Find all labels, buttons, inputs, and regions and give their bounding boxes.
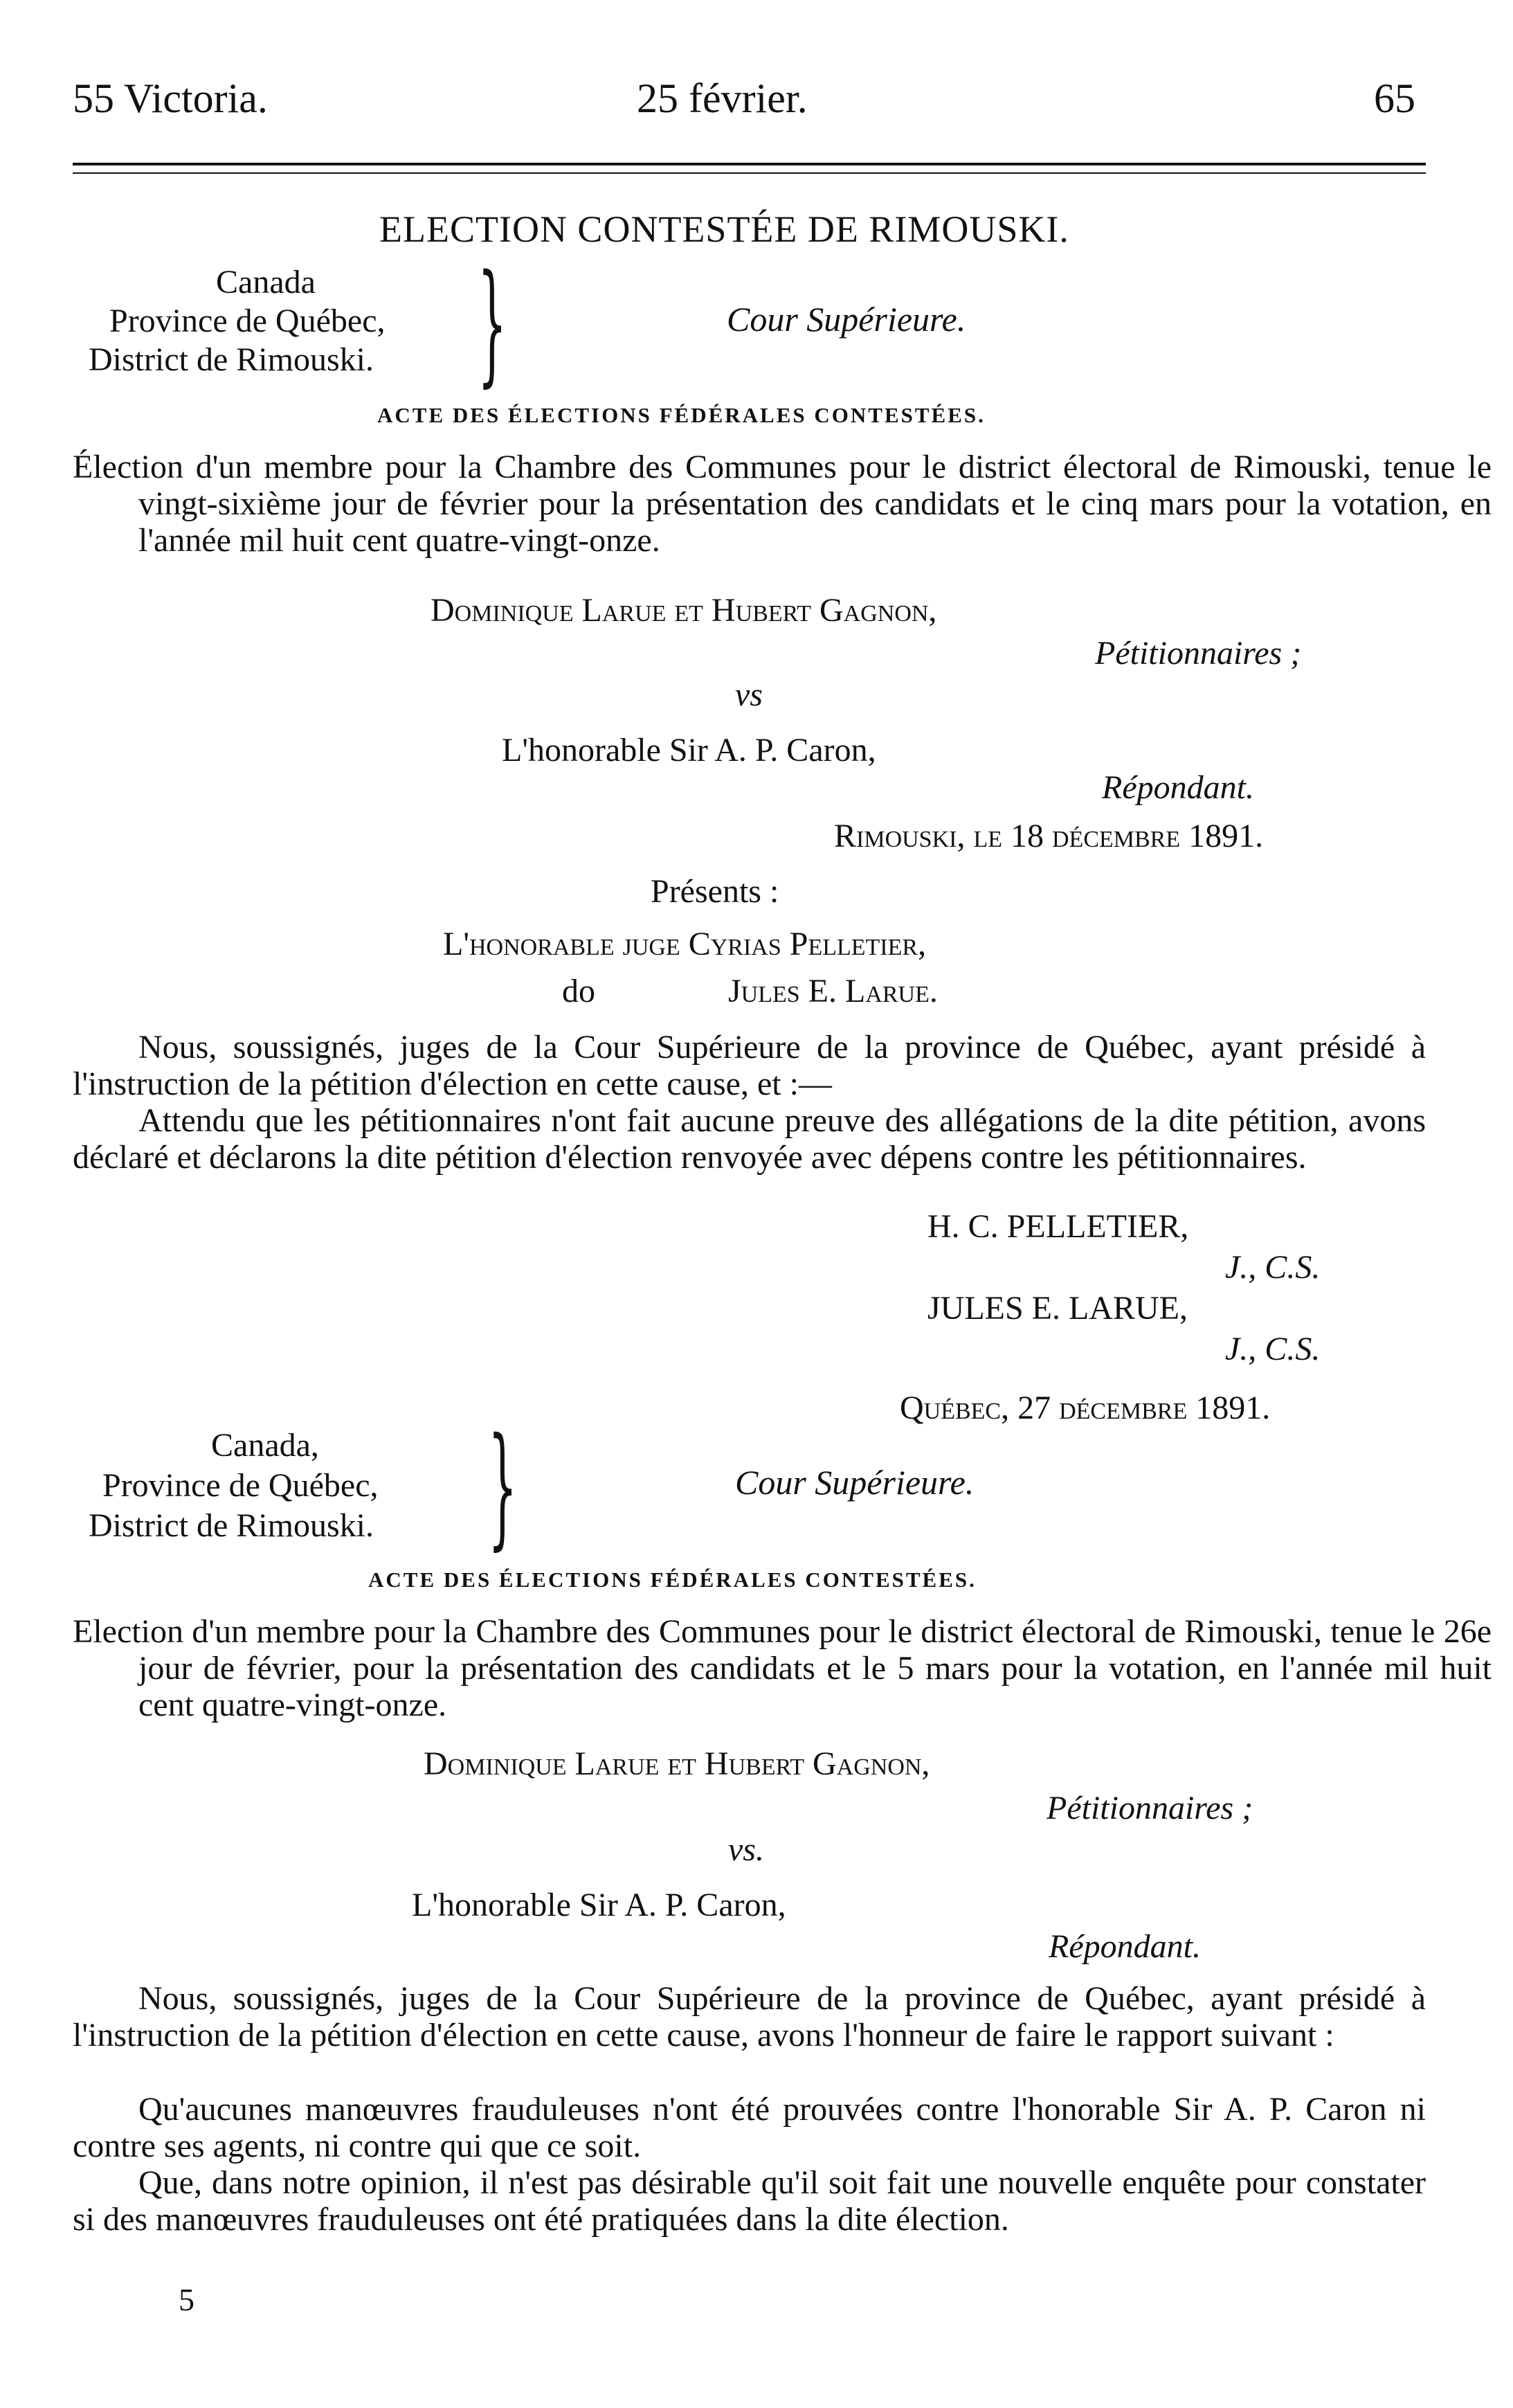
section2-election-description: Election d'un membre pour la Chambre des Communes pour le district électoral de Rimouski, tenue le 26e jour de février, pour la présentation des candidats et le 5 mars pour la votation, en l'année mil huit cent quatre-vingt-onze. [73, 1613, 1492, 1723]
header-center: 25 février. [637, 75, 808, 121]
header-left: 55 Victoria. [73, 75, 268, 121]
section1-court: Cour Supérieure. [727, 300, 966, 339]
section2-location-country: Canada, [211, 1427, 319, 1464]
section2-act-heading: ACTE DES ÉLECTIONS FÉDÉRALES CONTESTÉES. [368, 1567, 977, 1592]
header-page-number: 65 [1374, 75, 1415, 121]
section1-location-district: District de Rimouski. [89, 341, 374, 378]
section1-judge-1: L'honorable juge Cyrias Pelletier, [443, 926, 927, 962]
section1-presents: Présents : [651, 873, 779, 910]
section1-vs: vs [735, 676, 763, 713]
section2-paragraph-2: Qu'aucunes manœuvres frauduleuses n'ont été prouvées contre l'honorable Sir A. P. Caron ni contre ses agents, ni contre qui que ce soit. [73, 2091, 1426, 2164]
section1-act-heading: ACTE DES ÉLECTIONS FÉDÉRALES CONTESTÉES. [377, 403, 986, 427]
section1-judge-2: Jules E. Larue. [728, 973, 938, 1009]
section1-respondent-role: Répondant. [1102, 769, 1254, 806]
section1-signature-1-title: J., C.S. [1225, 1249, 1321, 1286]
section2-paragraph-3: Que, dans notre opinion, il n'est pas désirable qu'il soit fait une nouvelle enquête pour constater si des manœuvres frauduleuses ont été pratiquées dans la dite élection. [73, 2164, 1426, 2238]
section1-petitioners-role: Pétitionnaires ; [1095, 635, 1302, 672]
section1-signature-2-title: J., C.S. [1225, 1331, 1321, 1367]
section2-respondent-role: Répondant. [1049, 1928, 1201, 1965]
section2-vs: vs. [728, 1831, 764, 1868]
section1-signature-2: JULES E. LARUE, [927, 1290, 1188, 1327]
section1-brace: } [478, 246, 507, 399]
header-rule-bottom [73, 172, 1426, 174]
section1-paragraph-2: Attendu que les pétitionnaires n'ont fait aucune preuve des allégations de la dite pétition, avons déclaré et déclarons la dite pétition d'élection renvoyée avec dépens contre les pétitionnaires. [73, 1102, 1426, 1176]
section1-location-province: Province de Québec, [109, 303, 386, 339]
header-rule-top [73, 163, 1426, 165]
section2-paragraph-1: Nous, soussignés, juges de la Cour Supérieure de la province de Québec, ayant présidé à l'instruction de la pétition d'élection en cette cause, avons l'honneur de faire le rapport suivant : [73, 1980, 1426, 2054]
section2-location-province: Province de Québec, [102, 1467, 379, 1504]
section1-title: ELECTION CONTESTÉE DE RIMOUSKI. [379, 208, 1069, 250]
section2-court: Cour Supérieure. [735, 1463, 975, 1502]
section1-election-description: Élection d'un membre pour la Chambre des Communes pour le district électoral de Rimouski, tenue le vingt-sixième jour de février pour la présentation des candidats et le cinq mars pour la votation, en l'année mil huit cent quatre-vingt-onze. [73, 449, 1492, 559]
section2-petitioners: Dominique Larue et Hubert Gagnon, [424, 1745, 930, 1782]
section1-paragraph-1: Nous, soussignés, juges de la Cour Supérieure de la province de Québec, ayant présidé à l'instruction de la pétition d'élection en cette cause, et :— [73, 1029, 1426, 1102]
section2-petitioners-role: Pétitionnaires ; [1047, 1790, 1253, 1826]
section1-petitioners: Dominique Larue et Hubert Gagnon, [431, 592, 937, 629]
signature-mark: 5 [179, 2282, 194, 2317]
section2-date-line: Québec, 27 décembre 1891. [900, 1390, 1271, 1426]
section1-location-country: Canada [216, 264, 316, 300]
section1-date-line: Rimouski, le 18 décembre 1891. [834, 818, 1264, 854]
section1-respondent: L'honorable Sir A. P. Caron, [502, 732, 876, 769]
section1-signature-1: H. C. PELLETIER, [927, 1208, 1189, 1245]
section2-respondent: L'honorable Sir A. P. Caron, [412, 1887, 786, 1923]
section2-brace: } [488, 1410, 518, 1563]
section1-judge-2-prefix: do [562, 973, 595, 1009]
section2-location-district: District de Rimouski. [89, 1507, 374, 1544]
